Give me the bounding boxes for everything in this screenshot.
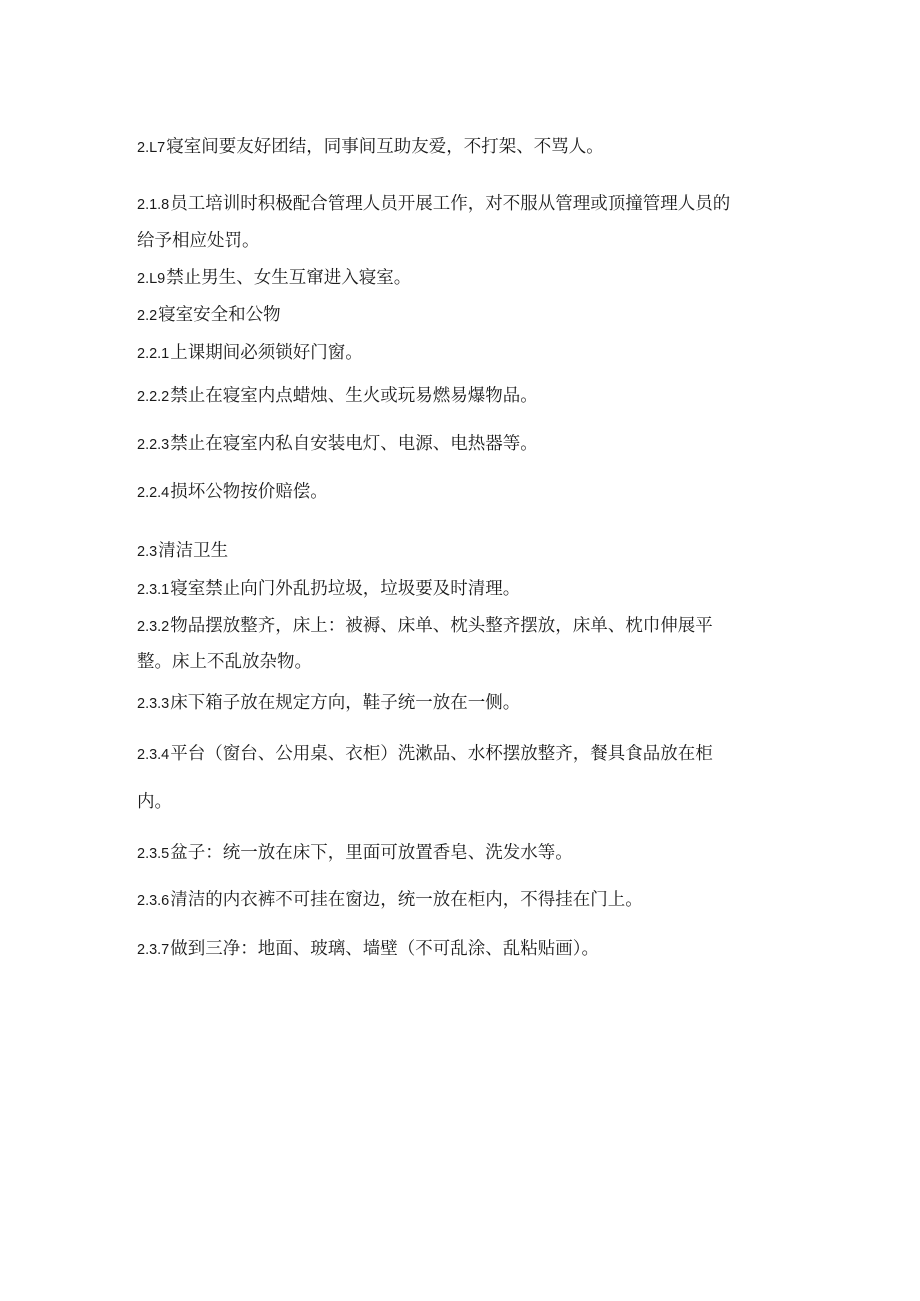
rule-number: 2.3.2 [137, 619, 170, 635]
rule-2-3-4 [137, 741, 797, 768]
rule-text: 禁止在寝室内点蜡烛、生火或玩易燃易爆物品。 [170, 386, 538, 406]
rule-text: 给予相应处罚。 [137, 231, 260, 251]
rule-number: 2.L7 [137, 140, 166, 156]
rule-2-3-6 [137, 887, 797, 914]
rule-2-3-1 [137, 576, 797, 603]
rule-number: 2.2.4 [137, 485, 170, 501]
rule-2-2-3 [137, 431, 797, 458]
rule-2-3-2-continued [137, 649, 797, 675]
section-2-3-heading [137, 538, 797, 565]
rule-number: 2.2.2 [137, 389, 170, 405]
rule-2-1-7 [137, 134, 797, 161]
rule-number: 2.1.8 [137, 197, 170, 213]
section-number: 2.3 [137, 544, 158, 560]
rule-text: 寝室间要友好团结，同事间互助友爱，不打架、不骂人。 [166, 137, 604, 157]
rule-text: 员工培训时积极配合管理人员开展工作，对不服从管理或顶撞管理人员的 [170, 194, 731, 214]
rule-2-1-8 [137, 191, 797, 218]
rule-2-3-4-continued [137, 789, 797, 815]
rule-2-1-9 [137, 265, 797, 292]
rule-number: 2.3.4 [137, 747, 170, 763]
rule-2-3-7 [137, 936, 797, 963]
rule-2-2-1 [137, 340, 797, 367]
rule-number: 2.3.1 [137, 582, 170, 598]
rule-text: 盆子：统一放在床下，里面可放置香皂、洗发水等。 [170, 843, 573, 863]
rule-text: 禁止在寝室内私自安装电灯、电源、电热器等。 [170, 434, 538, 454]
rule-number: 2.2.1 [137, 346, 170, 362]
rule-text: 寝室禁止向门外乱扔垃圾，垃圾要及时清理。 [170, 579, 521, 599]
rule-text: 禁止男生、女生互窜进入寝室。 [166, 268, 412, 288]
rule-number: 2.2.3 [137, 437, 170, 453]
rule-number: 2.3.3 [137, 696, 170, 712]
rule-text: 整。床上不乱放杂物。 [137, 652, 312, 672]
rule-number: 2.3.6 [137, 893, 170, 909]
rule-text: 平台（窗台、公用桌、衣柜）洗漱品、水杯摆放整齐，餐具食品放在柜 [170, 744, 713, 764]
section-number: 2.2 [137, 308, 158, 324]
rule-2-3-3 [137, 690, 797, 717]
rule-text: 物品摆放整齐，床上：被褥、床单、枕头整齐摆放，床单、枕巾伸展平 [170, 616, 713, 636]
rule-number: 2.L9 [137, 271, 166, 287]
rule-2-3-2 [137, 613, 797, 640]
rule-text: 做到三净：地面、玻璃、墙壁（不可乱涂、乱粘贴画）。 [170, 939, 599, 959]
rule-number: 2.3.5 [137, 846, 170, 862]
rule-number: 2.3.7 [137, 942, 170, 958]
rule-2-2-4 [137, 479, 797, 506]
rule-text: 内。 [137, 792, 172, 812]
rule-text: 损坏公物按价赔偿。 [170, 482, 328, 502]
section-title: 寝室安全和公物 [158, 305, 281, 325]
rule-2-2-2 [137, 383, 797, 410]
rule-text: 床下箱子放在规定方向，鞋子统一放在一侧。 [170, 693, 521, 713]
section-title: 清洁卫生 [158, 541, 229, 561]
rule-text: 清洁的内衣裤不可挂在窗边，统一放在柜内，不得挂在门上。 [170, 890, 643, 910]
section-2-2-heading [137, 302, 797, 329]
rule-2-1-8-continued [137, 228, 797, 254]
rule-2-3-5 [137, 840, 797, 867]
rule-text: 上课期间必须锁好门窗。 [170, 343, 363, 363]
